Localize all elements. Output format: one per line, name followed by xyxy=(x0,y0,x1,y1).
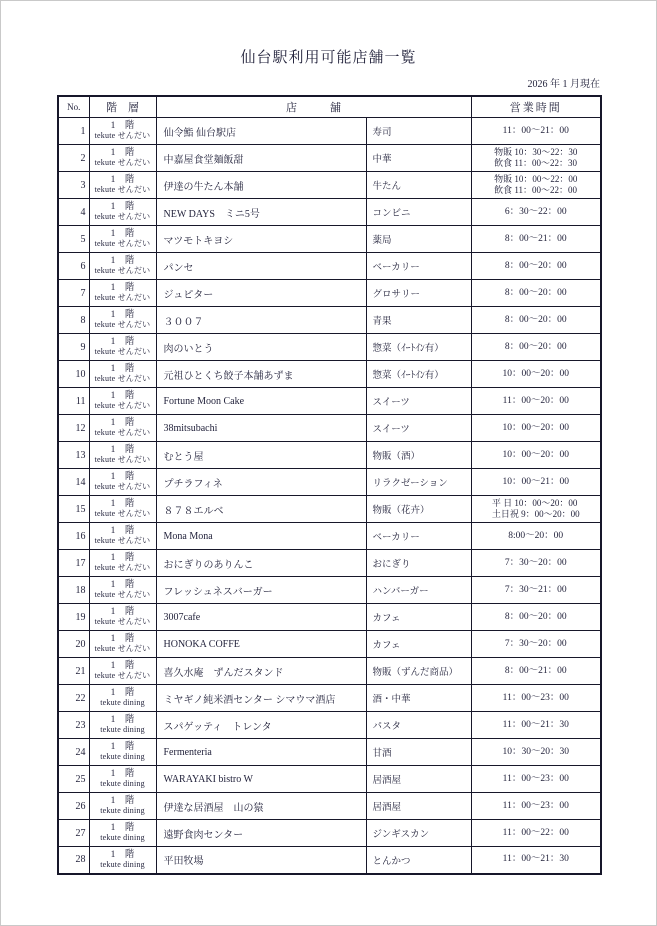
row-number: 4 xyxy=(58,199,89,226)
table-row xyxy=(58,415,601,442)
floor-cell xyxy=(89,253,156,280)
hours-cell xyxy=(471,145,601,172)
floor-cell xyxy=(89,442,156,469)
hours-cell xyxy=(471,415,601,442)
floor-cell xyxy=(89,739,156,766)
floor-cell xyxy=(89,577,156,604)
floor-level: 1 階 xyxy=(110,255,135,266)
floor-zone: tekute せんだい xyxy=(94,670,151,680)
floor-cell xyxy=(89,631,156,658)
floor-level: 1 階 xyxy=(110,552,135,563)
table-row xyxy=(58,496,601,523)
page-title: 仙台駅利用可能店舗一覧 xyxy=(240,50,417,66)
table-row xyxy=(58,739,601,766)
hours-text: 7：30～20：00 xyxy=(504,557,567,568)
store-name-cell: NEW DAYS ミニ5号 xyxy=(156,199,366,226)
floor-zone: tekute dining xyxy=(100,724,145,734)
table-row xyxy=(58,334,601,361)
floor-zone: tekute せんだい xyxy=(94,184,151,194)
floor-cell xyxy=(89,307,156,334)
hours-cell xyxy=(471,793,601,820)
floor-level: 1 階 xyxy=(110,633,135,644)
row-number: 1 xyxy=(58,118,89,145)
floor-cell xyxy=(89,280,156,307)
floor-zone: tekute せんだい xyxy=(94,562,151,572)
store-name-cell: スパゲッティ トレンタ xyxy=(156,712,366,739)
hours-cell xyxy=(471,280,601,307)
table-row xyxy=(58,820,601,847)
floor-level: 1 階 xyxy=(110,147,135,158)
hours-cell xyxy=(471,604,601,631)
table-row xyxy=(58,172,601,199)
hours-cell xyxy=(471,361,601,388)
row-number: 14 xyxy=(58,469,89,496)
category-cell: 甘酒 xyxy=(366,739,471,766)
floor-zone: tekute せんだい xyxy=(94,481,151,491)
floor-cell xyxy=(89,685,156,712)
store-table xyxy=(57,95,602,875)
floor-zone: tekute dining xyxy=(100,859,145,869)
store-name-cell: Fermenteria xyxy=(156,739,366,766)
table-row xyxy=(58,118,601,145)
category-cell: 酒・中華 xyxy=(366,685,471,712)
row-number: 22 xyxy=(58,685,89,712)
store-name-cell: 肉のいとう xyxy=(156,334,366,361)
hours-cell xyxy=(471,118,601,145)
floor-level: 1 階 xyxy=(110,417,135,428)
floor-cell xyxy=(89,145,156,172)
category-cell: コンビニ xyxy=(366,199,471,226)
hours-cell xyxy=(471,334,601,361)
table-row xyxy=(58,469,601,496)
store-name-cell: おにぎりのありんこ xyxy=(156,550,366,577)
floor-level: 1 階 xyxy=(110,390,135,401)
hours-text: 11：00～21：00 xyxy=(502,125,569,136)
hours-text: 8：00～20：00 xyxy=(504,287,567,298)
floor-level: 1 階 xyxy=(110,174,135,185)
hours-cell xyxy=(471,766,601,793)
floor-zone: tekute せんだい xyxy=(94,265,151,275)
table-row xyxy=(58,658,601,685)
table-body xyxy=(58,118,601,874)
hours-text: 11：00～20：00 xyxy=(502,395,569,406)
floor-zone: tekute せんだい xyxy=(94,589,151,599)
category-cell: カフェ xyxy=(366,604,471,631)
floor-zone: tekute せんだい xyxy=(94,535,151,545)
store-name-cell: マツモトキヨシ xyxy=(156,226,366,253)
hours-cell xyxy=(471,712,601,739)
floor-zone: tekute せんだい xyxy=(94,508,151,518)
store-name-cell: パンセ xyxy=(156,253,366,280)
category-cell: スイーツ xyxy=(366,415,471,442)
row-number: 28 xyxy=(58,847,89,874)
hours-cell xyxy=(471,388,601,415)
floor-zone: tekute せんだい xyxy=(94,346,151,356)
floor-cell xyxy=(89,820,156,847)
floor-zone: tekute せんだい xyxy=(94,130,151,140)
floor-zone: tekute せんだい xyxy=(94,319,151,329)
hours-text: 物販 10：30～22：30 飲食 11：00～22：30 xyxy=(494,147,578,168)
category-cell: リラクゼーション xyxy=(366,469,471,496)
hours-text: 6：30～22：00 xyxy=(504,206,567,217)
category-cell: 惣菜（ｲｰﾄｲﾝ有） xyxy=(366,361,471,388)
category-cell: とんかつ xyxy=(366,847,471,874)
row-number: 2 xyxy=(58,145,89,172)
store-name-cell: 38mitsubachi xyxy=(156,415,366,442)
floor-zone: tekute dining xyxy=(100,778,145,788)
floor-level: 1 階 xyxy=(110,309,135,320)
hours-cell xyxy=(471,226,601,253)
row-number: 26 xyxy=(58,793,89,820)
category-cell: ベーカリー xyxy=(366,523,471,550)
floor-cell xyxy=(89,388,156,415)
floor-cell xyxy=(89,469,156,496)
hours-cell xyxy=(471,199,601,226)
row-number: 27 xyxy=(58,820,89,847)
store-name-cell: 伊達の牛たん本舗 xyxy=(156,172,366,199)
floor-zone: tekute せんだい xyxy=(94,238,151,248)
hours-cell xyxy=(471,847,601,874)
row-number: 7 xyxy=(58,280,89,307)
store-name-cell: むとう屋 xyxy=(156,442,366,469)
store-name-cell: 中嘉屋食堂麺飯甜 xyxy=(156,145,366,172)
row-number: 16 xyxy=(58,523,89,550)
row-number: 18 xyxy=(58,577,89,604)
row-number: 8 xyxy=(58,307,89,334)
hours-cell xyxy=(471,739,601,766)
store-name-cell: ミヤギノ純米酒センター シマウマ酒店 xyxy=(156,685,366,712)
table-row xyxy=(58,199,601,226)
floor-cell xyxy=(89,793,156,820)
category-cell: 中華 xyxy=(366,145,471,172)
floor-zone: tekute せんだい xyxy=(94,373,151,383)
row-number: 23 xyxy=(58,712,89,739)
table-row xyxy=(58,631,601,658)
row-number: 25 xyxy=(58,766,89,793)
table-row xyxy=(58,442,601,469)
hours-text: 7：30～20：00 xyxy=(504,638,567,649)
hours-cell xyxy=(471,631,601,658)
header-no: No. xyxy=(58,96,89,118)
hours-cell xyxy=(471,685,601,712)
hours-text: 8：00～20：00 xyxy=(504,260,567,271)
floor-zone: tekute せんだい xyxy=(94,616,151,626)
floor-cell xyxy=(89,523,156,550)
category-cell: おにぎり xyxy=(366,550,471,577)
floor-zone: tekute せんだい xyxy=(94,211,151,221)
floor-level: 1 階 xyxy=(110,525,135,536)
store-name-cell: 元祖ひとくち餃子本舗あずま xyxy=(156,361,366,388)
floor-zone: tekute せんだい xyxy=(94,427,151,437)
category-cell: 薬局 xyxy=(366,226,471,253)
store-name-cell: Fortune Moon Cake xyxy=(156,388,366,415)
table-row xyxy=(58,307,601,334)
floor-cell xyxy=(89,334,156,361)
category-cell: スイーツ xyxy=(366,388,471,415)
category-cell: 居酒屋 xyxy=(366,793,471,820)
table-row xyxy=(58,712,601,739)
table-row xyxy=(58,226,601,253)
floor-level: 1 階 xyxy=(110,228,135,239)
category-cell: ハンバーガー xyxy=(366,577,471,604)
category-cell: パスタ xyxy=(366,712,471,739)
category-cell: 居酒屋 xyxy=(366,766,471,793)
store-name-cell: ８７８エルベ xyxy=(156,496,366,523)
hours-text: 11：00～23：00 xyxy=(502,800,569,811)
floor-zone: tekute dining xyxy=(100,832,145,842)
store-name-cell: 喜久水庵 ずんだスタンド xyxy=(156,658,366,685)
floor-level: 1 階 xyxy=(110,201,135,212)
table-row xyxy=(58,766,601,793)
table-header-row xyxy=(58,96,601,118)
floor-zone: tekute dining xyxy=(100,751,145,761)
store-name-cell: 伊達な居酒屋 山の猿 xyxy=(156,793,366,820)
hours-cell xyxy=(471,496,601,523)
hours-text: 10：00～21：00 xyxy=(502,476,569,487)
category-cell: 寿司 xyxy=(366,118,471,145)
category-cell: 牛たん xyxy=(366,172,471,199)
hours-text: 11：00～21：30 xyxy=(502,854,569,865)
row-number: 5 xyxy=(58,226,89,253)
hours-cell xyxy=(471,820,601,847)
category-cell: 物販（花卉） xyxy=(366,496,471,523)
row-number: 13 xyxy=(58,442,89,469)
floor-level: 1 階 xyxy=(110,606,135,617)
hours-cell xyxy=(471,523,601,550)
store-name-cell: WARAYAKI bistro W xyxy=(156,766,366,793)
hours-cell xyxy=(471,577,601,604)
hours-cell xyxy=(471,550,601,577)
floor-cell xyxy=(89,496,156,523)
floor-cell xyxy=(89,712,156,739)
floor-cell xyxy=(89,361,156,388)
floor-zone: tekute せんだい xyxy=(94,454,151,464)
hours-text: 8：00～20：00 xyxy=(504,611,567,622)
hours-cell xyxy=(471,307,601,334)
hours-text: 10：30～20：30 xyxy=(502,746,569,757)
store-name-cell: プチラフィネ xyxy=(156,469,366,496)
table-row xyxy=(58,523,601,550)
floor-cell xyxy=(89,550,156,577)
table-row xyxy=(58,604,601,631)
table-row xyxy=(58,253,601,280)
floor-level: 1 階 xyxy=(110,363,135,374)
floor-level: 1 階 xyxy=(110,444,135,455)
hours-text: 11：00～23：00 xyxy=(502,773,569,784)
row-number: 24 xyxy=(58,739,89,766)
hours-cell xyxy=(471,172,601,199)
hours-text: 11：00～23：00 xyxy=(502,692,569,703)
floor-zone: tekute dining xyxy=(100,805,145,815)
category-cell: カフェ xyxy=(366,631,471,658)
store-name-cell: 仙令鮨 仙台駅店 xyxy=(156,118,366,145)
category-cell: グロサリー xyxy=(366,280,471,307)
row-number: 19 xyxy=(58,604,89,631)
floor-level: 1 階 xyxy=(110,714,135,725)
hours-text: 11：00～22：00 xyxy=(502,827,569,838)
floor-zone: tekute せんだい xyxy=(94,157,151,167)
floor-level: 1 階 xyxy=(110,471,135,482)
table-row xyxy=(58,388,601,415)
store-name-cell: 遠野食肉センター xyxy=(156,820,366,847)
row-number: 3 xyxy=(58,172,89,199)
floor-level: 1 階 xyxy=(110,849,135,860)
header-shop: 店 舗 xyxy=(156,96,471,118)
hours-text: 平 日 10：00～20：00 土日祝 9：00～20：00 xyxy=(491,498,580,519)
table-row xyxy=(58,685,601,712)
row-number: 20 xyxy=(58,631,89,658)
floor-cell xyxy=(89,172,156,199)
table-row xyxy=(58,145,601,172)
row-number: 21 xyxy=(58,658,89,685)
hours-text: 8：00～21：00 xyxy=(504,665,567,676)
floor-level: 1 階 xyxy=(110,498,135,509)
floor-cell xyxy=(89,766,156,793)
hours-text: 11：00～21：30 xyxy=(502,719,569,730)
header-hours: 営業時間 xyxy=(471,96,601,118)
row-number: 6 xyxy=(58,253,89,280)
floor-cell xyxy=(89,604,156,631)
category-cell: 物販（ずんだ商品） xyxy=(366,658,471,685)
floor-level: 1 階 xyxy=(110,795,135,806)
row-number: 10 xyxy=(58,361,89,388)
table-row xyxy=(58,550,601,577)
floor-level: 1 階 xyxy=(110,822,135,833)
category-cell: ベーカリー xyxy=(366,253,471,280)
hours-cell xyxy=(471,442,601,469)
store-name-cell: HONOKA COFFE xyxy=(156,631,366,658)
floor-level: 1 階 xyxy=(110,687,135,698)
store-name-cell: Mona Mona xyxy=(156,523,366,550)
floor-zone: tekute せんだい xyxy=(94,292,151,302)
hours-cell xyxy=(471,658,601,685)
hours-text: 物販 10：00～22：00 飲食 11：00～22：00 xyxy=(494,174,578,195)
store-name-cell: ジュピター xyxy=(156,280,366,307)
category-cell: 青果 xyxy=(366,307,471,334)
hours-text: 8:00～20：00 xyxy=(508,530,564,541)
table-row xyxy=(58,577,601,604)
row-number: 15 xyxy=(58,496,89,523)
floor-level: 1 階 xyxy=(110,768,135,779)
floor-cell xyxy=(89,658,156,685)
hours-text: 10：00～20：00 xyxy=(502,368,569,379)
floor-zone: tekute dining xyxy=(100,697,145,707)
floor-cell xyxy=(89,199,156,226)
row-number: 12 xyxy=(58,415,89,442)
category-cell: 物販（酒） xyxy=(366,442,471,469)
floor-level: 1 階 xyxy=(110,120,135,131)
hours-text: 7：30～21：00 xyxy=(504,584,567,595)
date-note: 2026 年 1 月現在 xyxy=(527,79,600,90)
table-row xyxy=(58,793,601,820)
store-name-cell: フレッシュネスバーガー xyxy=(156,577,366,604)
table-row xyxy=(58,847,601,874)
hours-text: 10：00～20：00 xyxy=(502,422,569,433)
floor-cell xyxy=(89,847,156,874)
hours-text: 10：00～20：00 xyxy=(502,449,569,460)
row-number: 11 xyxy=(58,388,89,415)
row-number: 9 xyxy=(58,334,89,361)
floor-level: 1 階 xyxy=(110,282,135,293)
floor-zone: tekute せんだい xyxy=(94,400,151,410)
store-name-cell: ３００７ xyxy=(156,307,366,334)
floor-level: 1 階 xyxy=(110,741,135,752)
store-name-cell: 平田牧場 xyxy=(156,847,366,874)
hours-text: 8：00～21：00 xyxy=(504,233,567,244)
floor-cell xyxy=(89,415,156,442)
category-cell: ジンギスカン xyxy=(366,820,471,847)
floor-level: 1 階 xyxy=(110,660,135,671)
row-number: 17 xyxy=(58,550,89,577)
floor-cell xyxy=(89,226,156,253)
floor-level: 1 階 xyxy=(110,336,135,347)
hours-text: 8：00～20：00 xyxy=(504,341,567,352)
table-row xyxy=(58,280,601,307)
table-row xyxy=(58,361,601,388)
category-cell: 惣菜（ｲｰﾄｲﾝ有） xyxy=(366,334,471,361)
floor-level: 1 階 xyxy=(110,579,135,590)
floor-cell xyxy=(89,118,156,145)
hours-cell xyxy=(471,469,601,496)
floor-zone: tekute せんだい xyxy=(94,643,151,653)
hours-cell xyxy=(471,253,601,280)
store-name-cell: 3007cafe xyxy=(156,604,366,631)
hours-text: 8：00～20：00 xyxy=(504,314,567,325)
header-floor: 階 層 xyxy=(89,96,156,118)
